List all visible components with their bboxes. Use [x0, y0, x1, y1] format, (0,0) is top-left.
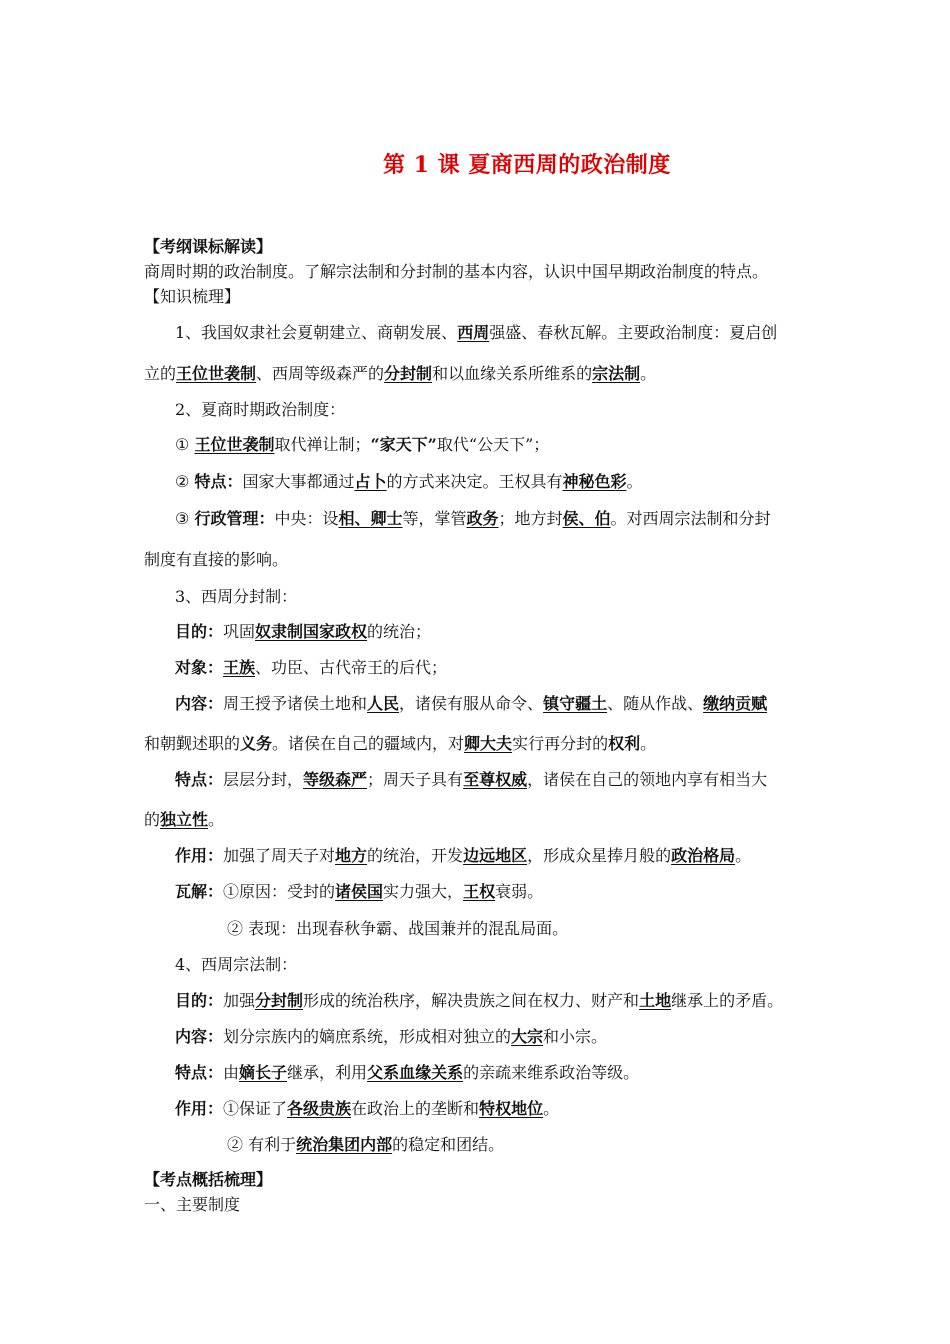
label: 作用：	[175, 1099, 224, 1118]
text: ，诸侯有服从命令、	[399, 694, 544, 713]
keyword: 神秘色彩	[562, 472, 627, 491]
label: 特点：	[175, 1063, 224, 1082]
paragraph-2-item-3-cont: 制度有直接的影响。	[144, 550, 289, 569]
label: 瓦解：	[175, 882, 224, 901]
keyword: 政务	[466, 509, 499, 528]
text: ，诸侯在自己的领地内享有相当大	[527, 770, 768, 789]
text: 、随从作战、	[607, 694, 704, 713]
text: 和朝觐述职的	[144, 734, 241, 753]
keyword: 镇守疆土	[543, 694, 608, 713]
text: 的统治，开发	[367, 846, 464, 865]
keyword: 相、卿士	[338, 509, 403, 528]
paragraph-2-item-2	[175, 471, 643, 493]
label: 内容：	[175, 1027, 224, 1046]
text: 。诸侯在自己的疆域内，对	[272, 734, 465, 753]
paragraph-3-heading: 3、西周分封制：	[175, 587, 298, 606]
text: 。	[640, 364, 657, 383]
text: 。对西周宗法制和分封	[610, 509, 771, 528]
text: 强盛、春秋瓦解。主要政治制度：夏启创	[489, 323, 778, 342]
keyword: 地方	[335, 846, 368, 865]
text: ①原因：受封的	[223, 882, 336, 901]
text: 继承，利用	[287, 1063, 368, 1082]
text: ①保证了	[223, 1099, 288, 1118]
paragraph-4-heading: 4、西周宗法制：	[175, 955, 298, 974]
text: ，形成众星捧月般的	[527, 846, 672, 865]
text: 。	[626, 472, 643, 491]
text: ；地方封	[498, 509, 563, 528]
keyword: 统治集团内部	[296, 1135, 393, 1154]
text: 划分宗族内的嫡庶系统，形成相对独立的	[223, 1027, 512, 1046]
fengjian-collapse-cont: ② 表现：出现春秋争霸、战国兼并的混乱局面。	[227, 919, 569, 938]
keyword: 占卜	[354, 472, 387, 491]
zongfa-goal	[175, 990, 783, 1012]
text: ② 有利于	[227, 1135, 297, 1154]
keyword: 特权地位	[479, 1099, 544, 1118]
text: 、功臣、古代帝王的后代；	[255, 658, 448, 677]
text: 等，掌管	[402, 509, 467, 528]
label: 行政管理：	[194, 509, 275, 528]
text: 的	[144, 810, 161, 829]
text: 形成的统治秩序，解决贵族之间在权力、财产和	[303, 991, 640, 1010]
keyword: 父系血缘关系	[367, 1063, 464, 1082]
section-heading-knowledge: 【知识梳理】	[144, 287, 241, 306]
label: 内容：	[175, 694, 224, 713]
fengjian-feature	[175, 769, 767, 791]
keyword: 王族	[223, 658, 256, 677]
text: ③	[175, 509, 195, 528]
text: ①	[175, 435, 195, 454]
fengjian-feature-cont	[144, 809, 224, 831]
text: 由	[223, 1063, 240, 1082]
paragraph-2-item-3	[175, 508, 771, 530]
paragraph-2-item-1	[175, 434, 549, 456]
keyword: 分封制	[384, 364, 433, 383]
bold-text: 权利	[608, 734, 641, 753]
fengjian-collapse	[175, 881, 543, 903]
label: 特点：	[175, 770, 224, 789]
paragraph-2-heading: 2、夏商时期政治制度：	[175, 400, 346, 419]
section-heading-syllabus: 【考纲课标解读】	[144, 237, 273, 256]
keyword: 政治格局	[671, 846, 736, 865]
label: 特点：	[194, 472, 243, 491]
keyword: 宗法制	[592, 364, 641, 383]
page-title: 第 1 课 夏商西周的政治制度	[383, 152, 671, 178]
zongfa-content	[175, 1026, 607, 1048]
text: 继承上的矛盾。	[671, 991, 784, 1010]
text: 和小宗。	[543, 1027, 608, 1046]
keyword: 土地	[639, 991, 672, 1010]
text: 实力强大，	[383, 882, 464, 901]
text: 。	[640, 734, 657, 753]
label: 目的：	[175, 622, 224, 641]
keyword: 卿大夫	[464, 734, 513, 753]
fengjian-content-cont	[144, 733, 656, 755]
keyword: 独立性	[160, 810, 209, 829]
text: ②	[175, 472, 195, 491]
fengjian-content	[175, 693, 767, 715]
text: 实行再分封的	[512, 734, 609, 753]
text: 。	[735, 846, 752, 865]
text: 。	[543, 1099, 560, 1118]
text: 的稳定和团结。	[392, 1135, 505, 1154]
keyword: 大宗	[511, 1027, 544, 1046]
text: 加强	[223, 991, 256, 1010]
text: 中央：设	[274, 509, 339, 528]
text: 1、我国奴隶社会夏朝建立、商朝发展、	[175, 323, 458, 342]
fengjian-effect	[175, 845, 751, 867]
keyword: 分封制	[255, 991, 304, 1010]
fengjian-goal	[175, 621, 431, 643]
paragraph-1-line-1	[175, 322, 777, 344]
keyword: 嫡长子	[239, 1063, 288, 1082]
keyword: 西周	[457, 323, 490, 342]
section-heading-summary: 【考点概括梳理】	[144, 1170, 273, 1189]
text: 取代禅让制；	[274, 435, 371, 454]
keyword: 等级森严	[303, 770, 368, 789]
label: 对象：	[175, 658, 224, 677]
keyword: 侯、伯	[562, 509, 611, 528]
text: ；周天子具有	[367, 770, 464, 789]
text: 在政治上的垄断和	[351, 1099, 480, 1118]
text: 、西周等级森严的	[256, 364, 385, 383]
text: 国家大事都通过	[242, 472, 355, 491]
keyword: 各级贵族	[287, 1099, 352, 1118]
syllabus-text: 商周时期的政治制度。了解宗法制和分封制的基本内容，认识中国早期政治制度的特点。	[144, 262, 769, 281]
keyword: 边远地区	[463, 846, 528, 865]
label: 作用：	[175, 846, 224, 865]
summary-item-1: 一、主要制度	[144, 1195, 241, 1214]
text: 的方式来决定。王权具有	[386, 472, 563, 491]
text: 和以血缘关系所维系的	[432, 364, 593, 383]
keyword: 缴纳贡赋	[703, 694, 768, 713]
text: 加强了周天子对	[223, 846, 336, 865]
keyword: 奴隶制国家政权	[255, 622, 368, 641]
paragraph-1-line-2	[144, 363, 656, 385]
zongfa-effect-cont	[227, 1134, 504, 1156]
keyword: 诸侯国	[335, 882, 384, 901]
text: 衰弱。	[495, 882, 544, 901]
fengjian-object	[175, 657, 447, 679]
text: 的亲疏来维系政治等级。	[463, 1063, 640, 1082]
keyword: 王位世袭制	[194, 435, 275, 454]
zongfa-effect	[175, 1098, 559, 1120]
keyword: 王位世袭制	[176, 364, 257, 383]
keyword: 至尊权威	[463, 770, 528, 789]
text: 巩固	[223, 622, 256, 641]
text: 立的	[144, 364, 177, 383]
keyword: 人民	[367, 694, 400, 713]
zongfa-feature	[175, 1062, 639, 1084]
text: 周王授予诸侯土地和	[223, 694, 368, 713]
label: 目的：	[175, 991, 224, 1010]
text: 取代“公天下”；	[436, 435, 550, 454]
bold-text: “家天下”	[370, 435, 437, 454]
keyword: 王权	[463, 882, 496, 901]
bold-text: 义务	[240, 734, 273, 753]
text: 。	[208, 810, 225, 829]
text: 的统治；	[367, 622, 432, 641]
text: 层层分封，	[223, 770, 304, 789]
